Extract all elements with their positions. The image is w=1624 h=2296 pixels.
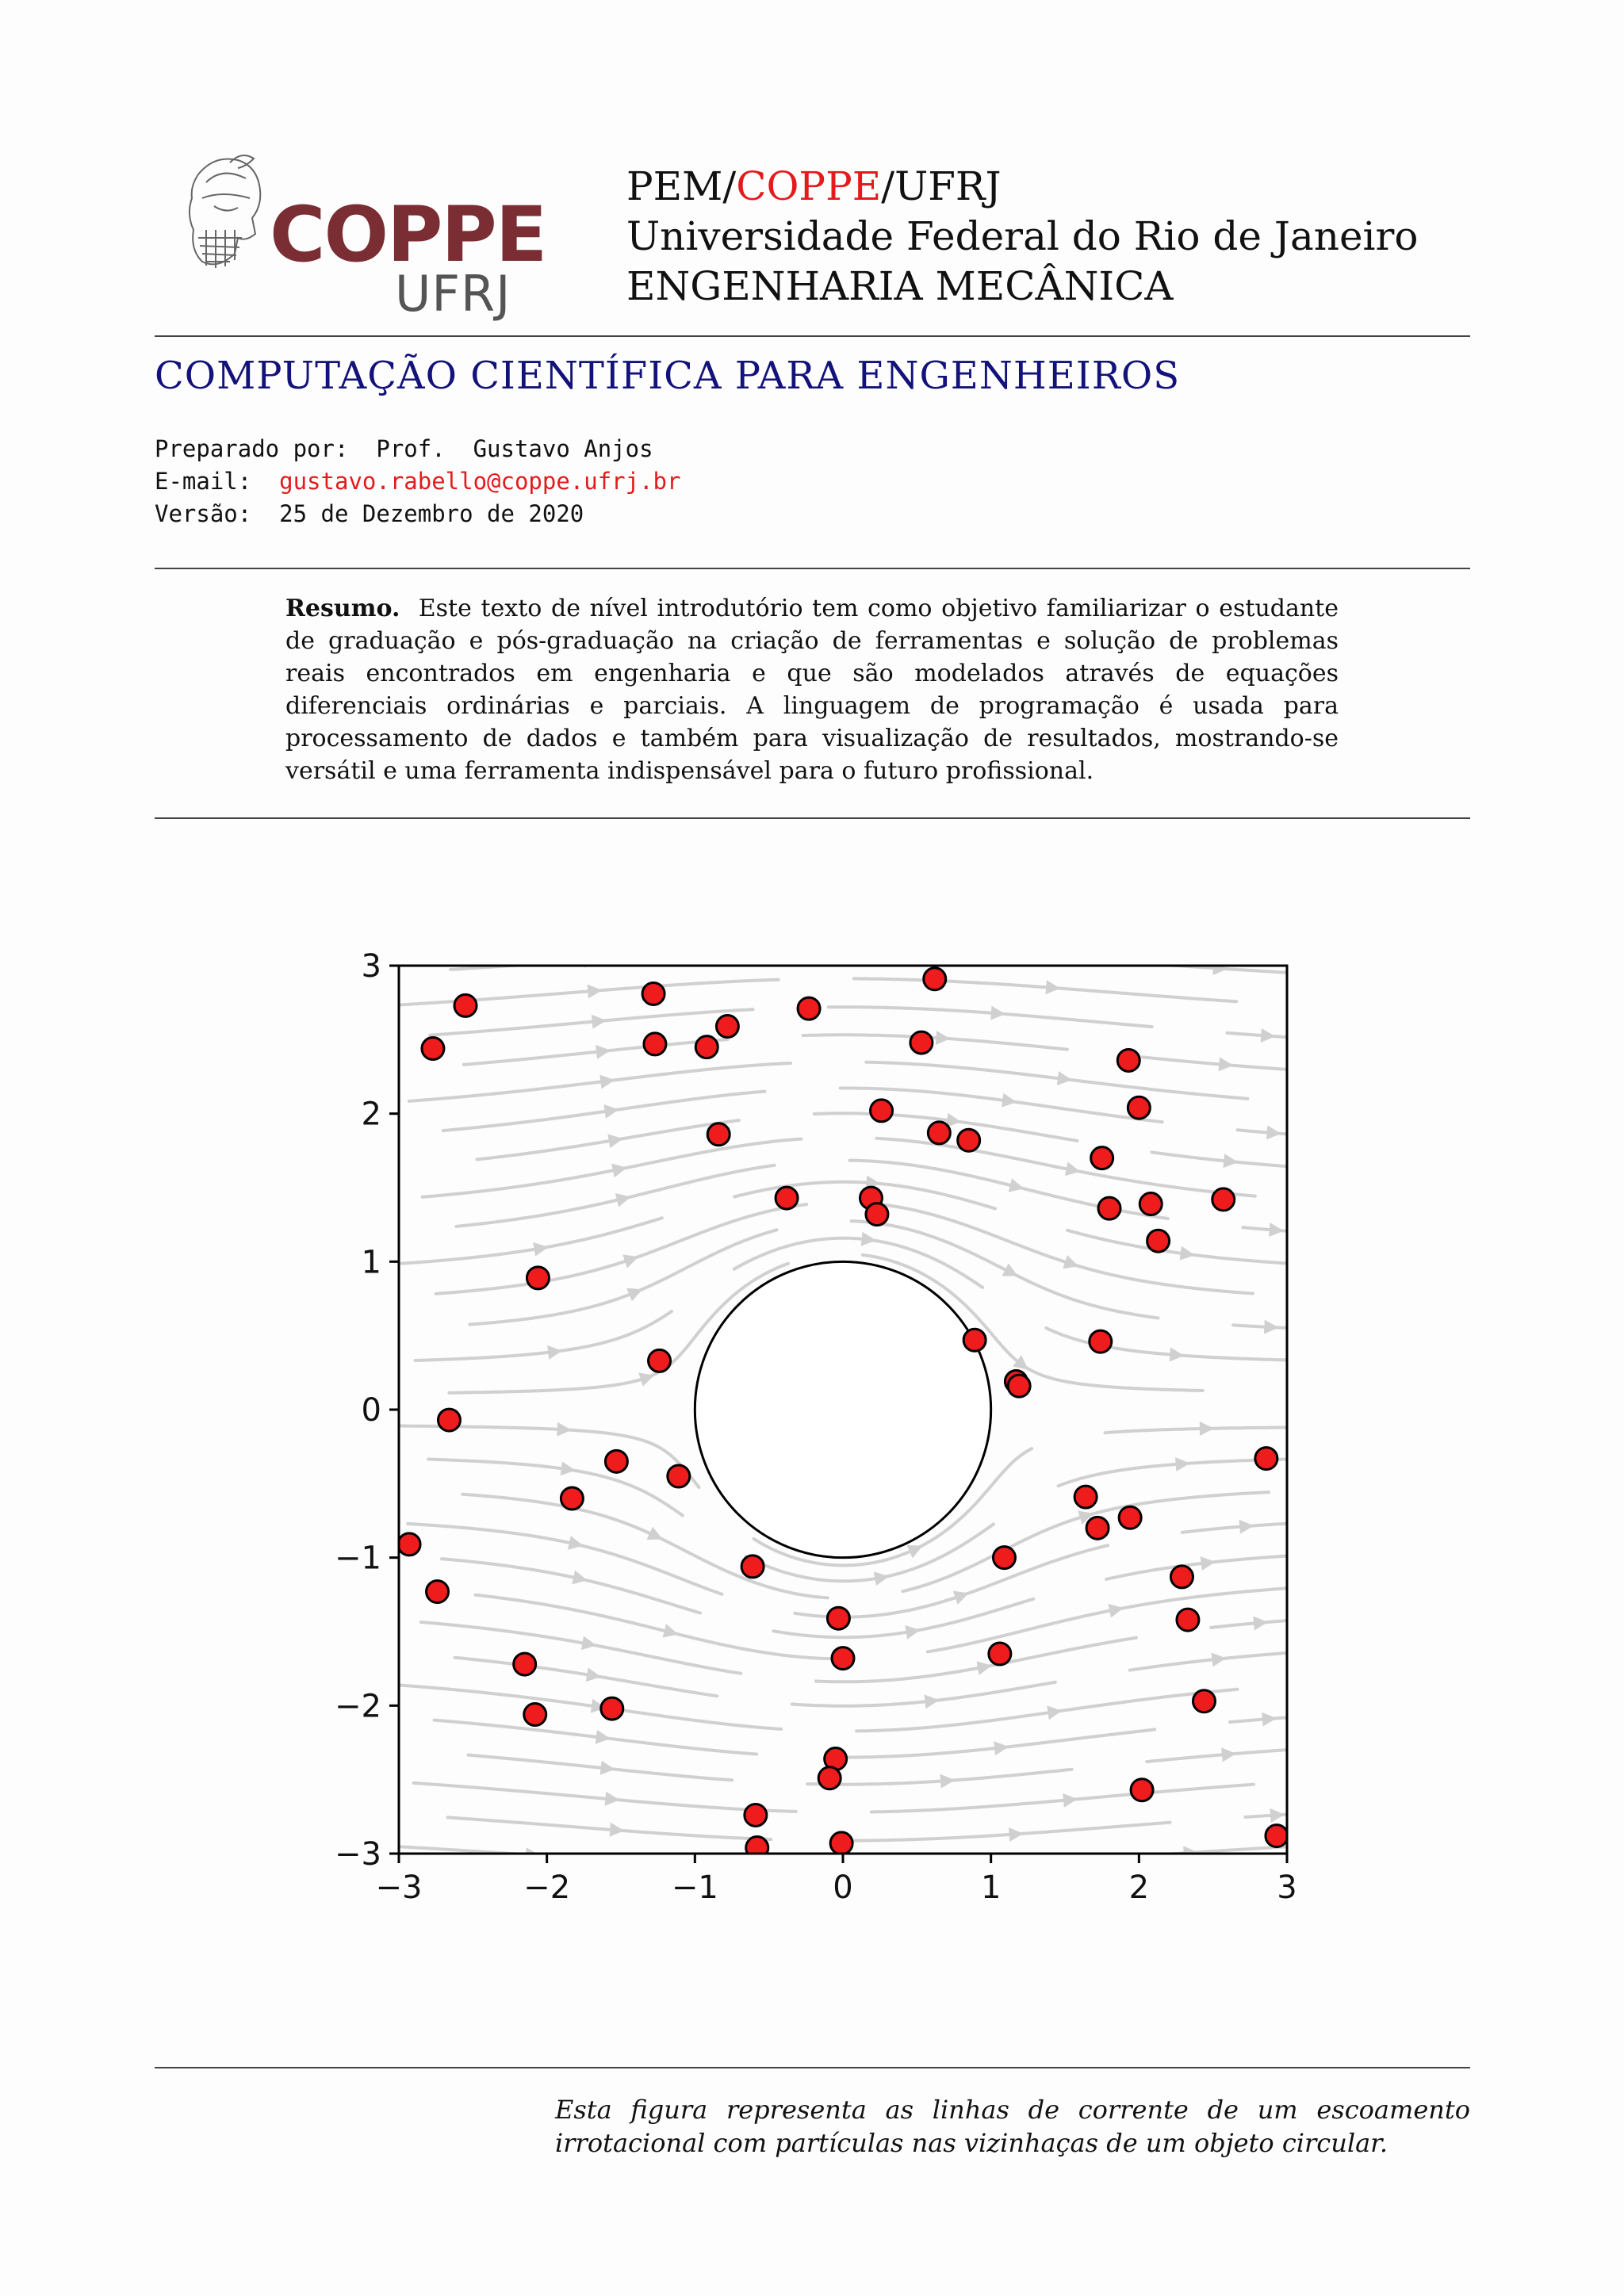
streamline-arrow bbox=[622, 1254, 638, 1268]
prepared-by-line: Preparado por: Prof. Gustavo Anjos bbox=[155, 435, 653, 462]
streamline bbox=[430, 1009, 753, 1035]
streamline-arrow bbox=[615, 1193, 631, 1207]
streamline-arrow bbox=[592, 1015, 607, 1029]
streamline-figure bbox=[317, 943, 1348, 1927]
divider bbox=[155, 2067, 1470, 2068]
abstract-text: Este texto de nível introdutório tem como objetivo familiarizar o estudante de graduação e pós-graduação na criação de ferramentas e solução de problemas reais encontrados em engenharia e que são modelados através de equações diferenciais ordinárias e parciais. A linguagem de programação é usada para processamento de dados e também para visualização de resultados, mostrando-se versátil e uma ferramenta indispensável para o futuro profissional. bbox=[285, 595, 1339, 785]
particle bbox=[1266, 1825, 1288, 1847]
streamline bbox=[803, 1035, 1067, 1049]
x-tick-label: −3 bbox=[375, 1869, 423, 1906]
divider bbox=[155, 817, 1470, 819]
streamline-arrow bbox=[568, 1536, 584, 1550]
y-tick-label: 0 bbox=[361, 1392, 381, 1429]
streamline-arrow bbox=[1002, 1093, 1017, 1108]
streamline bbox=[854, 978, 1237, 1001]
streamline-arrow bbox=[940, 1774, 955, 1789]
particle bbox=[1074, 1486, 1097, 1508]
particle bbox=[427, 1581, 449, 1603]
x-axis bbox=[376, 1854, 1297, 1906]
streamline bbox=[774, 1599, 1034, 1637]
particle bbox=[776, 1187, 798, 1209]
streamline bbox=[416, 1311, 672, 1360]
streamline bbox=[882, 1204, 1253, 1293]
y-tick-label: 2 bbox=[361, 1096, 381, 1133]
x-tick-label: 1 bbox=[980, 1869, 1002, 1906]
streamline bbox=[448, 1817, 772, 1839]
streamline-arrow bbox=[874, 1571, 889, 1586]
particle bbox=[438, 1409, 460, 1431]
streamline-arrow bbox=[1009, 1178, 1025, 1192]
particle bbox=[642, 982, 665, 1004]
y-tick-label: −1 bbox=[335, 1540, 381, 1577]
institution-line-3: ENGENHARIA MECÂNICA bbox=[626, 263, 1174, 309]
particle bbox=[827, 1607, 849, 1629]
particle bbox=[668, 1465, 690, 1487]
institution-line-2: Universidade Federal do Rio de Janeiro bbox=[626, 213, 1419, 259]
streamline-arrow bbox=[533, 1242, 548, 1257]
particle bbox=[1086, 1517, 1109, 1539]
particle bbox=[1128, 1096, 1150, 1119]
institution-line-1: PEM/COPPE/UFRJ bbox=[626, 163, 1002, 209]
streamline bbox=[450, 953, 715, 970]
particle bbox=[866, 1203, 888, 1226]
version-line: Versão: 25 de Dezembro de 2020 bbox=[155, 500, 584, 527]
streamline-arrow bbox=[557, 1422, 571, 1437]
particle bbox=[644, 1033, 666, 1055]
particle bbox=[963, 1329, 986, 1351]
streamline bbox=[1147, 1749, 1296, 1762]
streamline-arrow bbox=[605, 1792, 620, 1806]
streamline bbox=[423, 1139, 802, 1197]
particle bbox=[1170, 1566, 1193, 1588]
particle bbox=[832, 1647, 854, 1670]
particle bbox=[830, 1832, 852, 1854]
streamline-arrow bbox=[1170, 1347, 1185, 1361]
streamline-arrow bbox=[588, 984, 603, 998]
email-line: E-mail: gustavo.rabello@coppe.ufrj.br bbox=[155, 468, 681, 495]
particle bbox=[1131, 1779, 1153, 1801]
particle bbox=[1193, 1690, 1215, 1712]
streamline-arrow bbox=[586, 1667, 601, 1682]
particle bbox=[1139, 1193, 1162, 1215]
streamline-arrow bbox=[1253, 1617, 1268, 1631]
streamline bbox=[394, 1425, 699, 1487]
streamline bbox=[396, 980, 778, 1005]
streamline bbox=[1182, 1523, 1296, 1533]
streamline bbox=[421, 1622, 741, 1674]
figure-caption: Esta figura representa as linhas de corrente de um escoamento irrotacional com partículas nas vizinhaças de um objeto circular. bbox=[555, 2095, 1470, 2158]
particle bbox=[924, 968, 946, 990]
streamline bbox=[847, 1823, 1170, 1841]
email-link[interactable]: gustavo.rabello@coppe.ufrj.br bbox=[279, 468, 681, 495]
streamline-arrow bbox=[1212, 961, 1228, 975]
streamline bbox=[866, 1062, 1247, 1099]
x-tick-label: 0 bbox=[833, 1869, 853, 1906]
particle bbox=[993, 1547, 1015, 1569]
particle bbox=[1212, 1188, 1235, 1211]
streamline-arrow bbox=[990, 1006, 1005, 1020]
particle bbox=[1098, 1197, 1120, 1219]
streamline bbox=[469, 1755, 733, 1781]
divider bbox=[155, 568, 1470, 569]
streamline-arrow bbox=[1065, 1161, 1080, 1176]
particle bbox=[871, 1100, 893, 1122]
particle bbox=[605, 1450, 627, 1472]
streamline-arrow bbox=[561, 1461, 576, 1475]
streamline bbox=[733, 1866, 998, 1870]
streamline-plot bbox=[317, 943, 1348, 1927]
x-tick-label: −2 bbox=[523, 1869, 571, 1906]
coppe-ufrj-logo bbox=[182, 151, 546, 323]
streamline bbox=[464, 1039, 728, 1065]
streamline-arrow bbox=[1009, 1827, 1024, 1842]
y-tick-label: 1 bbox=[361, 1244, 381, 1281]
streamline-arrow bbox=[936, 1031, 951, 1045]
streamline-arrow bbox=[1063, 1793, 1078, 1808]
streamline-arrow bbox=[1175, 1457, 1190, 1471]
streamline-arrow bbox=[1264, 1320, 1278, 1334]
y-tick-label: 3 bbox=[361, 948, 381, 985]
divider bbox=[155, 335, 1470, 337]
streamline bbox=[816, 1638, 1136, 1682]
y-tick-label: −3 bbox=[335, 1836, 381, 1873]
abstract bbox=[285, 592, 1339, 787]
streamline-arrow bbox=[1109, 1604, 1124, 1618]
streamline bbox=[435, 1720, 757, 1755]
y-axis bbox=[335, 948, 399, 1873]
particle bbox=[928, 1122, 950, 1144]
streamline-arrow bbox=[603, 1104, 619, 1119]
streamline-arrow bbox=[866, 1862, 880, 1877]
streamline-arrow bbox=[607, 1134, 622, 1148]
particle bbox=[1119, 1506, 1141, 1529]
particle bbox=[707, 1123, 730, 1146]
streamline bbox=[871, 1785, 1254, 1812]
streamline-arrow bbox=[953, 1591, 969, 1605]
particle bbox=[746, 1837, 768, 1859]
x-tick-label: 2 bbox=[1128, 1869, 1150, 1906]
y-tick-label: −2 bbox=[335, 1688, 381, 1725]
particle bbox=[514, 1653, 536, 1675]
streamline bbox=[791, 950, 1055, 958]
streamline-arrow bbox=[572, 1571, 588, 1585]
coppe-highlight: COPPE bbox=[736, 163, 882, 209]
x-tick-label: −1 bbox=[671, 1869, 718, 1906]
particle bbox=[745, 1804, 767, 1826]
streamline-arrow bbox=[1261, 1028, 1276, 1043]
particle bbox=[1147, 1230, 1170, 1252]
particle bbox=[422, 1038, 444, 1060]
particle bbox=[1255, 1448, 1277, 1470]
streamline bbox=[807, 1770, 1071, 1785]
particle bbox=[649, 1349, 671, 1372]
particle bbox=[1090, 1330, 1112, 1353]
streamline bbox=[1211, 1620, 1295, 1628]
streamline-arrow bbox=[976, 1661, 991, 1675]
abstract-label: Resumo. bbox=[285, 595, 400, 622]
particle bbox=[527, 1267, 549, 1289]
streamline-arrow bbox=[1262, 1712, 1277, 1727]
streamline-arrow bbox=[1046, 980, 1061, 994]
streamline bbox=[1152, 1152, 1295, 1167]
streamline bbox=[1131, 962, 1295, 973]
particle bbox=[716, 1016, 738, 1038]
streamline-arrow bbox=[1221, 1747, 1236, 1762]
streamline bbox=[469, 1230, 776, 1324]
particle bbox=[818, 1767, 841, 1789]
streamline-arrow bbox=[923, 943, 937, 958]
particle bbox=[561, 1487, 583, 1510]
particle bbox=[601, 1697, 623, 1720]
particle bbox=[695, 1036, 718, 1058]
streamline-arrow bbox=[1200, 1422, 1214, 1436]
streamline bbox=[402, 1218, 662, 1263]
particle bbox=[989, 1643, 1011, 1665]
streamline bbox=[476, 1595, 853, 1659]
particle bbox=[1008, 1375, 1030, 1397]
streamline-arrow bbox=[610, 1823, 625, 1837]
streamline-arrow bbox=[1269, 1223, 1284, 1237]
streamline bbox=[428, 1460, 683, 1516]
streamline-arrow bbox=[663, 1624, 679, 1637]
streamline-arrow bbox=[581, 1636, 596, 1650]
streamline-arrow bbox=[1047, 1705, 1062, 1720]
particle bbox=[741, 1556, 764, 1578]
streamline bbox=[856, 1689, 1237, 1732]
particle bbox=[958, 1129, 980, 1151]
streamline bbox=[792, 1682, 1055, 1706]
logo-word: COPPE bbox=[270, 190, 546, 279]
particle bbox=[524, 1704, 546, 1726]
streamline-arrow bbox=[611, 1164, 626, 1178]
course-title: COMPUTAÇÃO CIENTÍFICA PARA ENGENHEIROS bbox=[155, 354, 1181, 398]
streamline-arrow bbox=[905, 1625, 920, 1640]
particle bbox=[1091, 1147, 1113, 1169]
streamline bbox=[832, 1730, 1155, 1758]
streamline-arrow bbox=[1219, 1057, 1234, 1071]
particle bbox=[1177, 1609, 1199, 1631]
streamline-arrow bbox=[1270, 1808, 1285, 1823]
circular-obstacle bbox=[695, 1261, 990, 1557]
x-tick-label: 3 bbox=[1277, 1869, 1297, 1906]
logo-sub: UFRJ bbox=[395, 265, 511, 323]
particle bbox=[454, 994, 477, 1016]
streamline-arrow bbox=[1266, 1125, 1281, 1139]
particle bbox=[798, 997, 820, 1020]
particle bbox=[910, 1031, 933, 1054]
institution-emblem-icon bbox=[182, 151, 270, 277]
streamline bbox=[829, 1007, 1152, 1027]
streamline bbox=[442, 1559, 700, 1613]
particle bbox=[398, 1533, 420, 1556]
particle bbox=[1117, 1049, 1139, 1071]
streamline bbox=[414, 1783, 796, 1812]
streamline-arrow bbox=[1239, 1520, 1254, 1534]
